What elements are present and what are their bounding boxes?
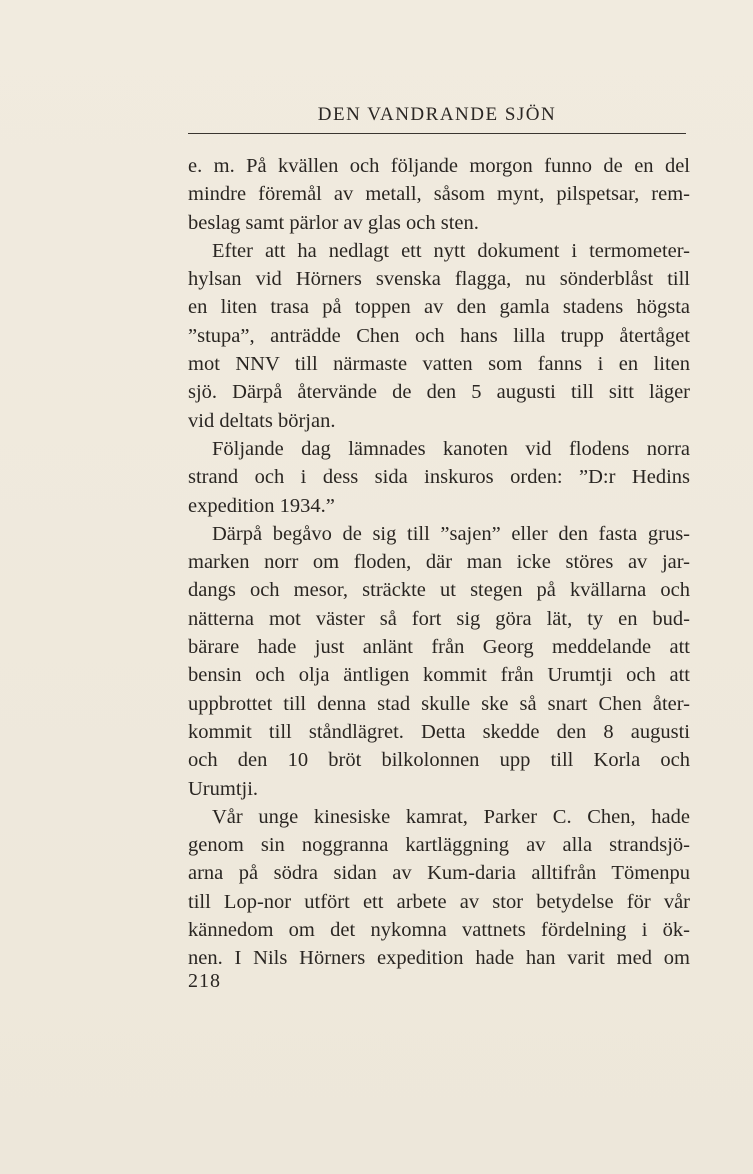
text-line: kommit till ståndlägret. Detta skedde den 8 augusti (188, 720, 690, 743)
text-line: nätterna mot väster så fort sig göra lät, ty en bud- (188, 607, 690, 630)
text-line: strand och i dess sida inskuros orden: ”D:r Hedins (188, 466, 690, 489)
text-line: kännedom om det nykomna vattnets fördelning i ök- (188, 919, 690, 942)
text-line: bärare hade just anlänt från Georg meddelande att (188, 636, 690, 659)
text-line: vid deltats början. (188, 409, 336, 432)
text-line: dangs och mesor, sträckte ut stegen på kvällarna och (188, 579, 690, 602)
text-line: till Lop-nor utfört ett arbete av stor betydelse för vår (188, 890, 690, 913)
text-line: arna på södra sidan av Kum-daria alltifrån Tömenpu (188, 862, 690, 885)
header-rule (188, 133, 686, 134)
text-line: hylsan vid Hörners svenska flagga, nu sönderblåst till (188, 268, 690, 291)
text-line: e. m. På kvällen och följande morgon funno de en del (188, 155, 690, 177)
text-line: ”stupa”, anträdde Chen och hans lilla trupp återtåget (188, 324, 690, 347)
text-line: expedition 1934.” (188, 494, 335, 517)
text-line: Efter att ha nedlagt ett nytt dokument i termometer- (212, 239, 690, 262)
page-number: 218 (188, 970, 221, 992)
running-head: DEN VANDRANDE SJÖN (317, 104, 557, 125)
text-line: Därpå begåvo de sig till ”sajen” eller den fasta grus- (212, 522, 690, 545)
text-line: beslag samt pärlor av glas och sten. (188, 211, 479, 234)
text-line: Följande dag lämnades kanoten vid flodens norra (212, 437, 690, 460)
text-line: Urumtji. (188, 777, 259, 800)
body-text (188, 152, 690, 973)
text-line: genom sin noggranna kartläggning av alla strandsjö- (188, 834, 690, 857)
text-line: marken norr om floden, där man icke störes av jar- (188, 551, 690, 574)
text-line: en liten trasa på toppen av den gamla stadens högsta (188, 296, 690, 319)
text-line: mindre föremål av metall, såsom mynt, pilspetsar, rem- (188, 183, 690, 206)
text-line: uppbrottet till denna stad skulle ske så snart Chen åter- (188, 692, 690, 715)
text-line: Vår unge kinesiske kamrat, Parker C. Chen, hade (212, 805, 690, 828)
text-line: mot NNV till närmaste vatten som fanns i en liten (188, 353, 690, 376)
text-line: bensin och olja äntligen kommit från Urumtji och att (188, 664, 690, 687)
text-line: och den 10 bröt bilkolonnen upp till Korla och (188, 749, 690, 772)
text-line: nen. I Nils Hörners expedition hade han varit med om (188, 947, 690, 970)
text-line: sjö. Därpå återvände de den 5 augusti till sitt läger (188, 381, 690, 404)
